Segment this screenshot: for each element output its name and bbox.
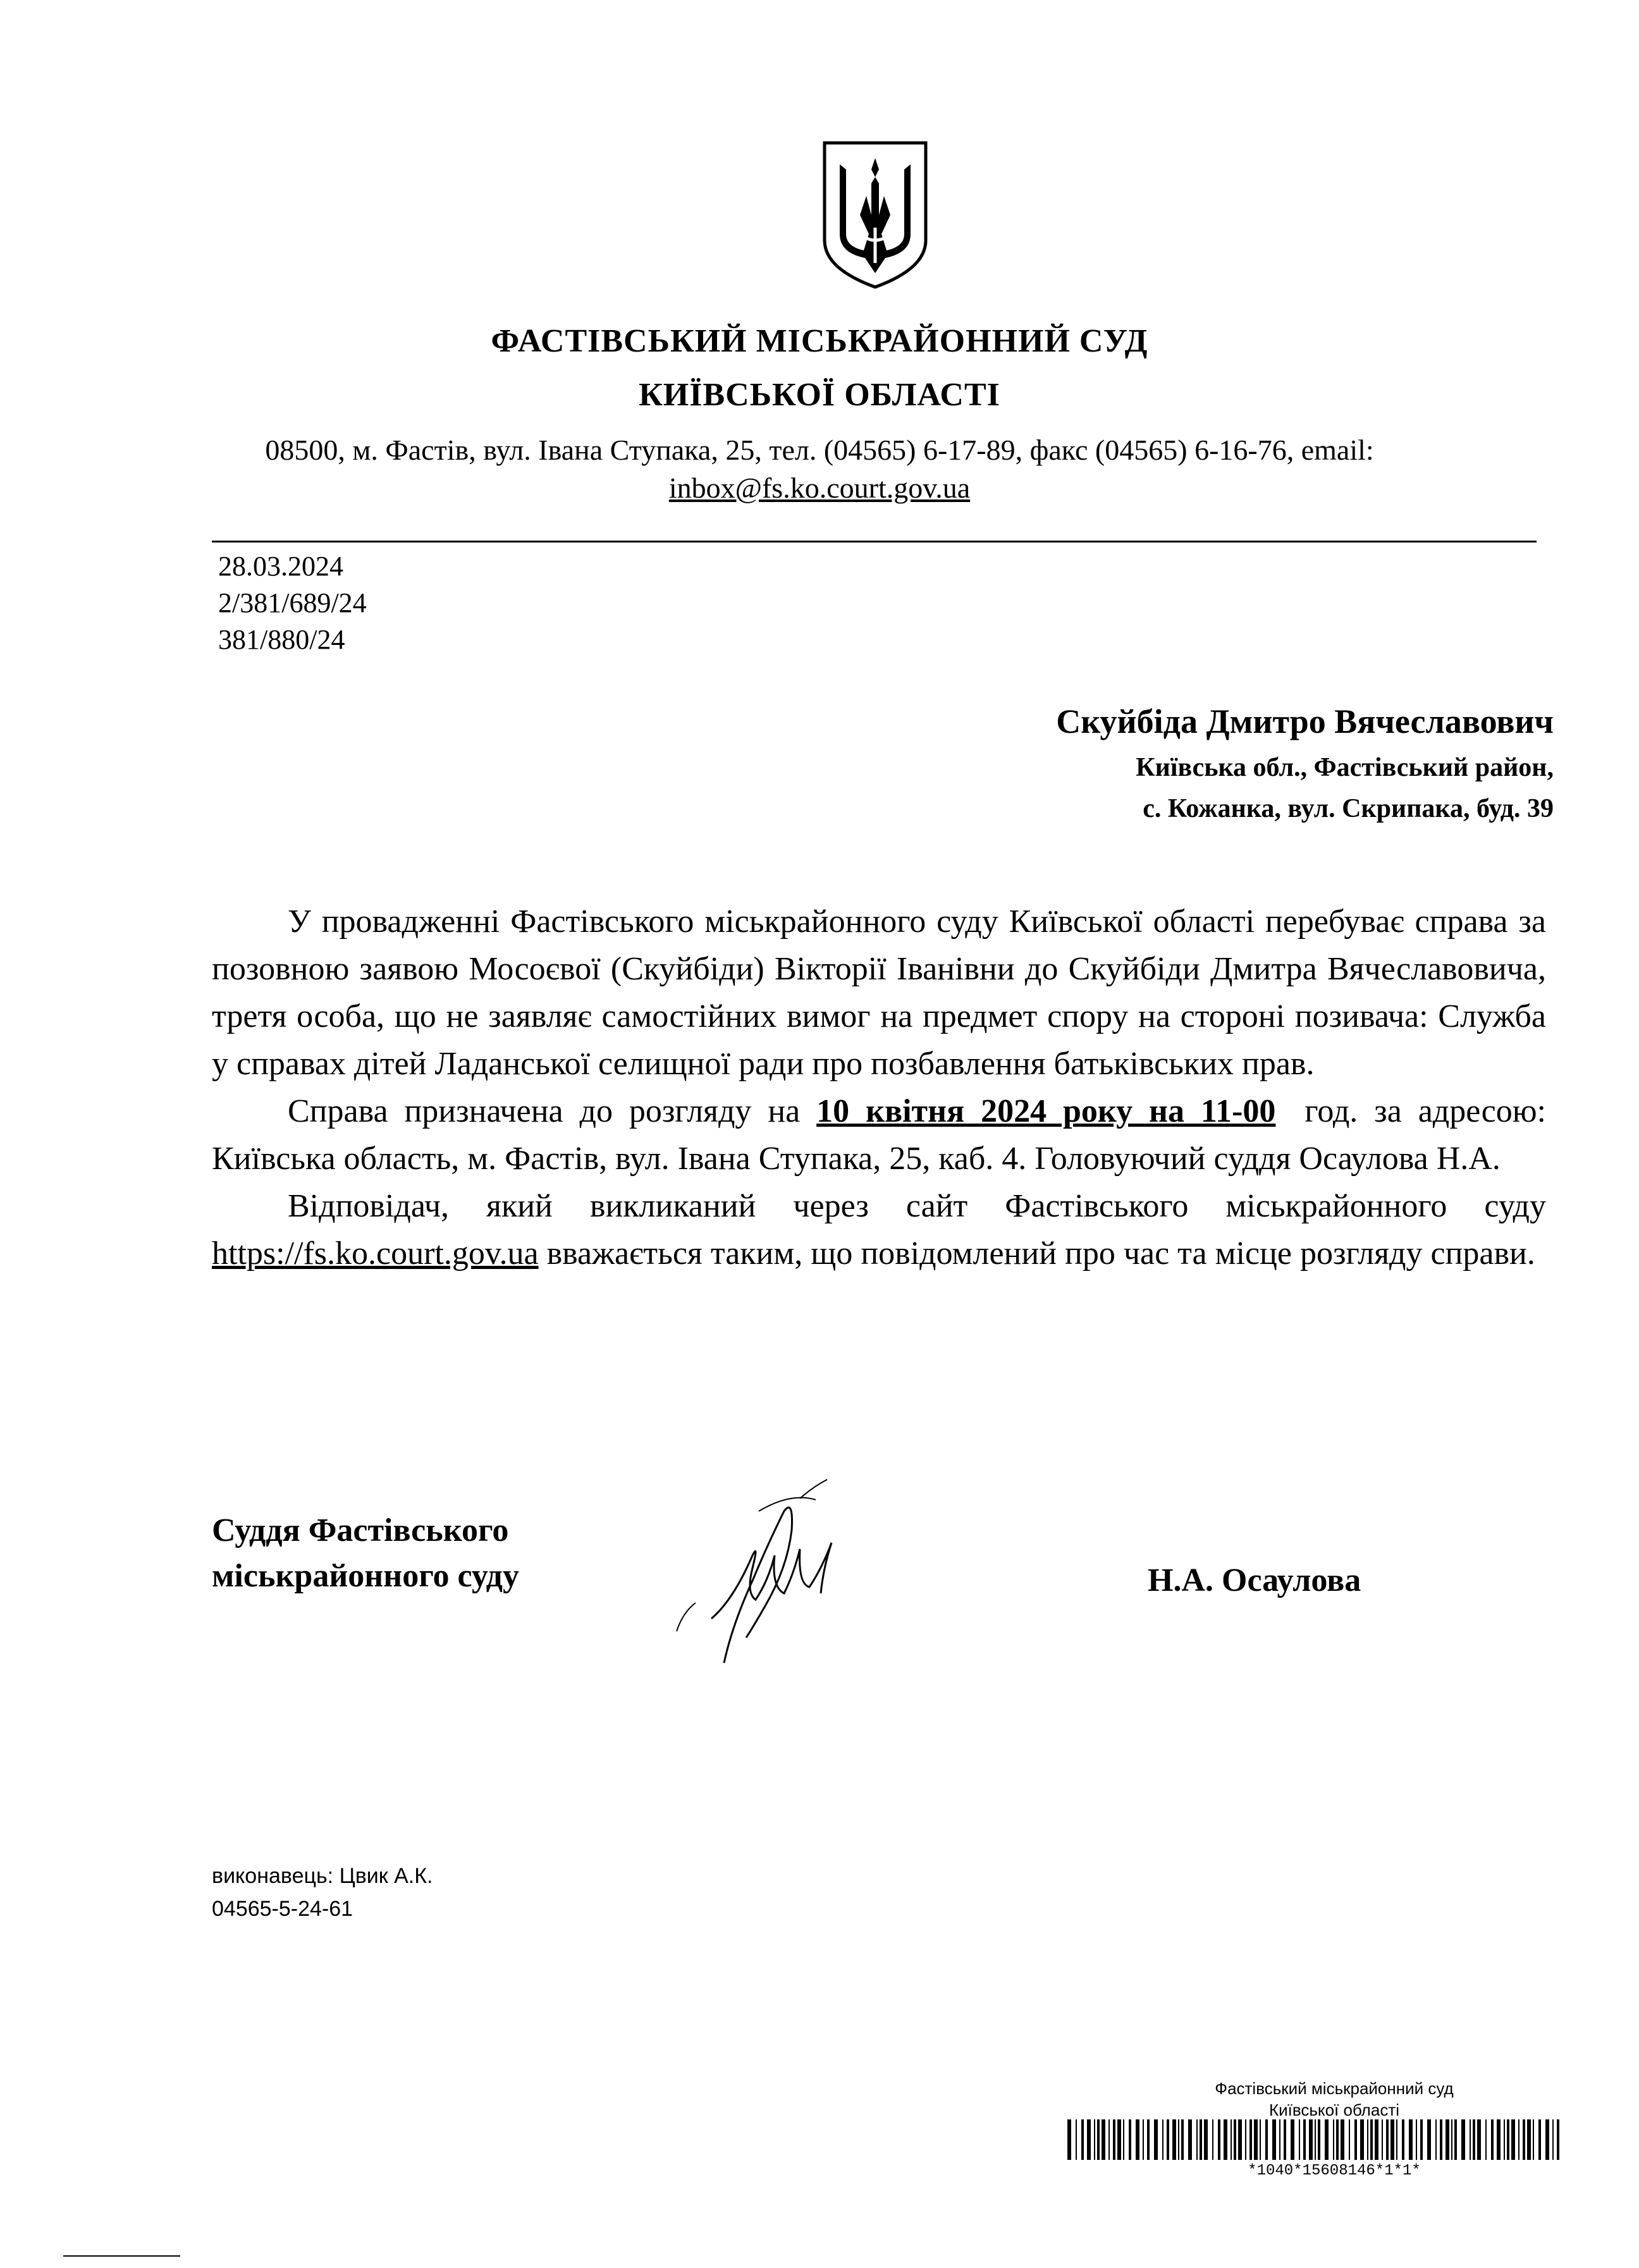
- barcode-bar: [1511, 2119, 1515, 2160]
- judge-title-line2: міськрайонного суду: [212, 1558, 519, 1594]
- letter-date: 28.03.2024: [218, 551, 343, 582]
- barcode-bar: [1108, 2119, 1110, 2160]
- barcode-bar: [1416, 2119, 1417, 2160]
- barcode-bar: [1167, 2119, 1169, 2160]
- barcode-bar: [1081, 2119, 1084, 2160]
- barcode-bar: [1245, 2119, 1246, 2160]
- paragraph3-text-end: вважається таким, що повідомлений про час та місце розгляду справи.: [538, 1235, 1535, 1272]
- barcode-bar: [1354, 2119, 1357, 2160]
- barcode-bar: [1454, 2119, 1457, 2160]
- barcode-bar: [1325, 2119, 1329, 2160]
- barcode-bar: [1507, 2119, 1509, 2160]
- barcode-bar: [1435, 2119, 1437, 2160]
- barcode-bar: [1545, 2119, 1549, 2160]
- barcode-bar: [1552, 2119, 1554, 2160]
- barcode-bar: [1154, 2119, 1158, 2160]
- executor-name: виконавець: Цвик А.К.: [212, 1864, 433, 1888]
- barcode-bar: [1249, 2119, 1252, 2160]
- judge-name: Н.А. Осаулова: [1148, 1562, 1361, 1598]
- barcode-bar: [1315, 2119, 1316, 2160]
- barcode-bar: [1470, 2119, 1471, 2160]
- hearing-datetime: 10 квітня 2024 року на 11-00: [816, 1093, 1276, 1129]
- barcode-bar: [1533, 2119, 1534, 2160]
- barcode-bar: [1523, 2119, 1525, 2160]
- barcode-bar: [1420, 2119, 1423, 2160]
- header-divider: [212, 541, 1537, 542]
- barcode-bar: [1367, 2119, 1368, 2160]
- barcode-bar: [1461, 2119, 1465, 2160]
- barcode-bar: [1254, 2119, 1258, 2160]
- barcode-bar: [1538, 2119, 1541, 2160]
- court-website-link[interactable]: https://fs.ko.court.gov.ua: [212, 1235, 539, 1272]
- case-number: 381/880/24: [218, 624, 345, 655]
- barcode-bar: [1303, 2119, 1306, 2160]
- barcode-bar: [1382, 2119, 1383, 2160]
- barcode-bar: [1497, 2119, 1501, 2160]
- barcode-bar: [1102, 2119, 1105, 2160]
- executor-phone: 04565-5-24-61: [212, 1897, 353, 1921]
- barcode-bar: [1123, 2119, 1124, 2160]
- barcode-bar: [1234, 2119, 1236, 2160]
- barcode-bar: [1504, 2119, 1505, 2160]
- barcode-bar: [1260, 2119, 1261, 2160]
- body-paragraph-3: [212, 1182, 1546, 1277]
- barcode-bar: [1333, 2119, 1334, 2160]
- court-email-link[interactable]: inbox@fs.ko.court.gov.ua: [668, 472, 971, 504]
- barcode-bar: [1451, 2119, 1452, 2160]
- barcode-bar: [1147, 2119, 1150, 2160]
- court-name-line2: КИЇВСЬКОЇ ОБЛАСТІ: [639, 377, 1000, 413]
- outgoing-number: 2/381/689/24: [218, 587, 367, 618]
- recipient-address-line2: с. Кожанка, вул. Скрипака, буд. 39: [1143, 794, 1554, 823]
- judge-title-line1: Суддя Фастівського: [212, 1512, 509, 1548]
- barcode-bar: [1299, 2119, 1300, 2160]
- barcode-bar: [1143, 2119, 1144, 2160]
- letter-body: [212, 898, 1546, 1277]
- barcode-bar: [1087, 2119, 1091, 2160]
- barcode-bar: [1309, 2119, 1313, 2160]
- barcode-bar: [1386, 2119, 1389, 2160]
- paragraph3-text-start: Відповідач, який викликаний через сайт Фастівського міськрайонного суду: [288, 1188, 1546, 1224]
- barcode-bar: [1427, 2119, 1431, 2160]
- barcode-bar: [1094, 2119, 1095, 2160]
- barcode-bar: [1284, 2119, 1286, 2160]
- barcode-bar: [1136, 2119, 1139, 2160]
- paragraph2-text-start: Справа призначена до розгляду на: [288, 1093, 817, 1129]
- barcode-bar: [1231, 2119, 1232, 2160]
- barcode-bar: [1238, 2119, 1242, 2160]
- barcode-bar: [1341, 2119, 1344, 2160]
- body-paragraph-2: [212, 1088, 1546, 1182]
- barcode-bar: [1396, 2119, 1397, 2160]
- court-address: 08500, м. Фастів, вул. Івана Ступака, 25, тел. (04565) 6-17-89, факс (04565) 6-16-76, email:: [265, 434, 1374, 466]
- barcode-bar: [1117, 2119, 1121, 2160]
- barcode-bar: [1557, 2119, 1559, 2160]
- barcode-bar: [1518, 2119, 1519, 2160]
- barcode-bar: [1076, 2119, 1077, 2160]
- barcode-bar: [1291, 2119, 1294, 2160]
- barcode-bar: [1113, 2119, 1115, 2160]
- barcode-bar: [1527, 2119, 1531, 2160]
- barcode-bar: [1129, 2119, 1131, 2160]
- recipient-name: Скуйбіда Дмитро Вячеславович: [1056, 702, 1554, 740]
- barcode-bar: [1272, 2119, 1276, 2160]
- barcode-bar: [1188, 2119, 1192, 2160]
- coat-of-arms-icon: [821, 139, 930, 291]
- body-paragraph-1: У провадженні Фастівського міськрайонного суду Київської області перебуває справа за позовною заявою Мосоєвої (Скуйбіди) Вікторії Іванівни до Скуйбіди Дмитра Вячеславовича, третя особа, що не заявляє самостійних вимог на предмет спору на стороні позивача: Служба у справах дітей Ладанської селищної ради про позбавлення батьківських прав.: [212, 904, 1546, 1082]
- barcode-bar: [1279, 2119, 1280, 2160]
- barcode-bar: [1390, 2119, 1394, 2160]
- paragraph2-text-end: год. за адресою: Київська область, м. Фастів, вул. Івана Ступака, 25, каб. 4. Головуючий суддя Осаулова Н.А.: [212, 1093, 1546, 1177]
- barcode-bar: [1409, 2119, 1413, 2160]
- judge-title: [212, 1508, 519, 1599]
- barcode-bar: [1446, 2119, 1449, 2160]
- barcode-bar: [1067, 2119, 1071, 2160]
- barcode-bar: [1336, 2119, 1339, 2160]
- barcode-stamp-court: Фастівський міськрайонний суд: [1215, 2079, 1454, 2098]
- barcode-bar: [1402, 2119, 1404, 2160]
- document-barcode: [1067, 2119, 1561, 2160]
- barcode-bar: [1224, 2119, 1227, 2160]
- barcode-bar: [1162, 2119, 1163, 2160]
- barcode-bar: [1181, 2119, 1184, 2160]
- barcode-stamp-region: Київської області: [1268, 2100, 1400, 2119]
- barcode-bar: [1318, 2119, 1320, 2160]
- court-name-line1: ФАСТІВСЬКИЙ МІСЬКРАЙОННИЙ СУД: [491, 323, 1148, 359]
- barcode-bar: [1370, 2119, 1373, 2160]
- barcode-bar: [1473, 2119, 1475, 2160]
- barcode-bar: [1178, 2119, 1179, 2160]
- recipient-address-line1: Київська обл., Фастівський район,: [1136, 753, 1554, 782]
- barcode-bar: [1349, 2119, 1350, 2160]
- barcode-bar: [1360, 2119, 1364, 2160]
- footer-line: [63, 2255, 180, 2257]
- court-email-line: [0, 471, 1639, 505]
- barcode-bar: [1196, 2119, 1198, 2160]
- barcode-bar: [1200, 2119, 1202, 2160]
- barcode-bar: [1491, 2119, 1494, 2160]
- barcode-bar: [1172, 2119, 1176, 2160]
- barcode-bar: [1218, 2119, 1220, 2160]
- barcode-bar: [1375, 2119, 1378, 2160]
- barcode-bar: [1097, 2119, 1100, 2160]
- barcode-bar: [1212, 2119, 1213, 2160]
- barcode-bar: [1265, 2119, 1268, 2160]
- barcode-bar: [1477, 2119, 1481, 2160]
- barcode-bar: [1440, 2119, 1442, 2160]
- barcode-number: *1040*15608146*1*1*: [1248, 2162, 1421, 2179]
- barcode-bar: [1204, 2119, 1208, 2160]
- barcode-bar: [1485, 2119, 1487, 2160]
- handwritten-signature: [658, 1473, 873, 1682]
